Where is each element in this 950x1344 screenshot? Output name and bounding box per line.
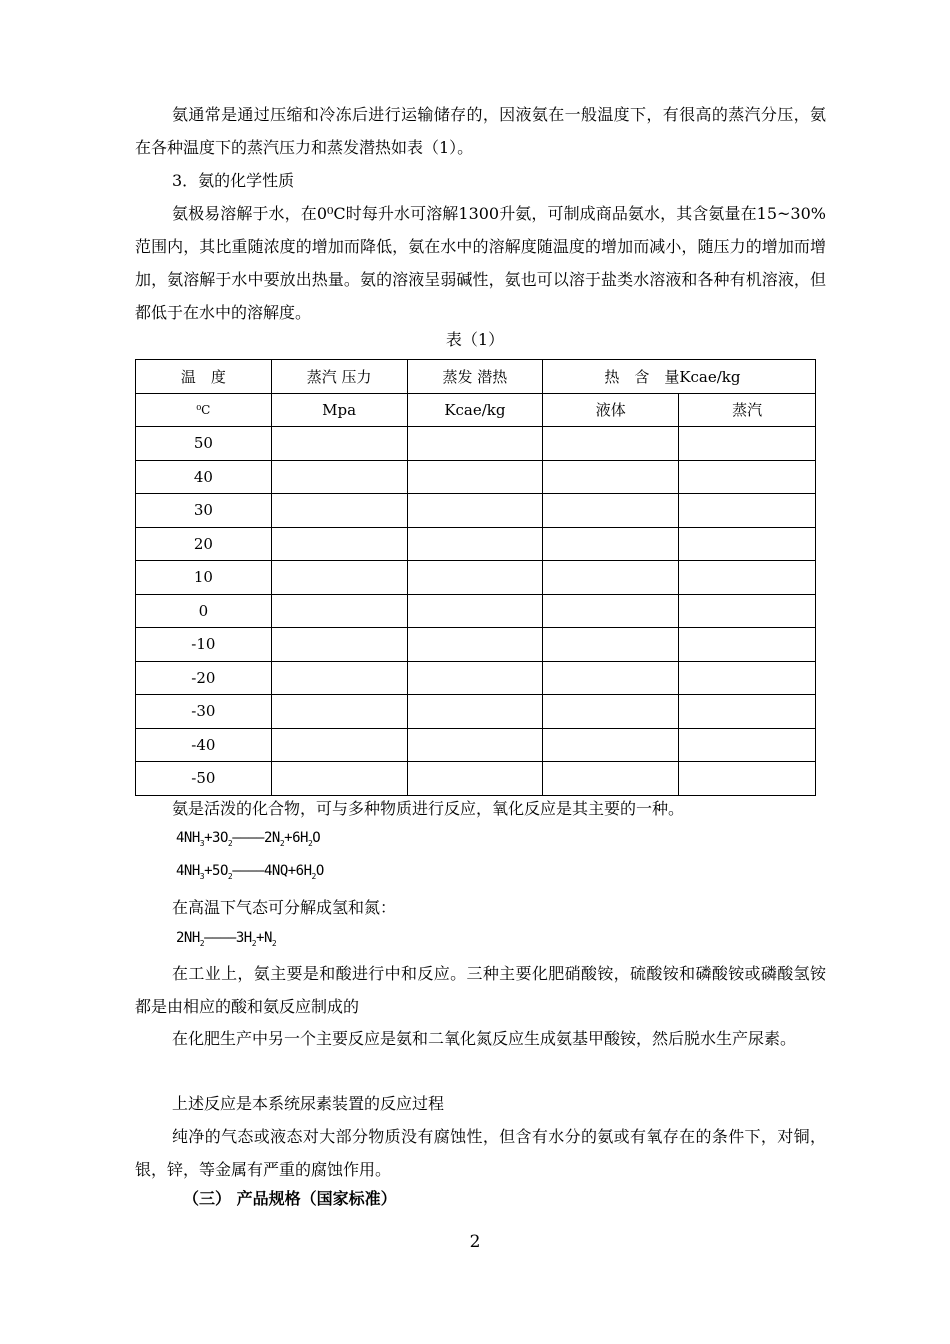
table-row <box>136 695 816 729</box>
section-heading-chemical-properties: 3．氨的化学性质 <box>172 171 295 190</box>
temperature-cell: 20 <box>136 527 272 561</box>
table-row <box>136 661 816 695</box>
header-latent-heat: 蒸发 潜热 <box>407 360 543 394</box>
table-row <box>136 527 816 561</box>
unit-celsius: ⁰C <box>136 393 272 427</box>
table-row <box>136 728 816 762</box>
table-row <box>136 427 816 461</box>
header-vapor-pressure: 蒸汽 压力 <box>271 360 407 394</box>
header-enthalpy: 热 含 量Kcae/kg <box>543 360 816 394</box>
unit-kcal: Kcae/kg <box>407 393 543 427</box>
temperature-cell: 0 <box>136 594 272 628</box>
temperature-cell: 50 <box>136 427 272 461</box>
table-caption: 表（1） <box>445 330 505 349</box>
table-header-row <box>136 360 816 394</box>
paragraph-corrosion: 纯净的气态或液态对大部分物质没有腐蚀性，但含有水分的氨或有氧存在的条件下，对铜，银，锌，等金属有严重的腐蚀作用。 <box>135 1127 826 1179</box>
temperature-cell: -40 <box>136 728 272 762</box>
paragraph-solubility: 氨极易溶解于水，在0⁰C时每升水可溶解1300升氨，可制成商品氨水，其含氨量在15~30%范围内，其比重随浓度的增加而降低，氨在水中的溶解度随温度的增加而减小，随压力的增加而增加，氨溶解于水中要放出热量。氨的溶液呈弱碱性，氨也可以溶于盐类水溶液和各种有机溶液，但都低于在水中的溶解度。 <box>135 204 826 322</box>
paragraph-neutralization: 在工业上，氨主要是和酸进行中和反应。三种主要化肥硝酸铵，硫酸铵和磷酸铵或磷酸氢铵都是由相应的酸和氨反应制成的 <box>135 964 826 1016</box>
table-row <box>136 494 816 528</box>
table-row <box>136 762 816 796</box>
table-row <box>136 561 816 595</box>
table-row <box>136 460 816 494</box>
equation-oxidation-2: $4NH_3+5O_2————4NQ+6H_2O$ <box>176 863 324 881</box>
temperature-cell: 10 <box>136 561 272 595</box>
page-number: 2 <box>469 1232 481 1252</box>
table-row <box>136 594 816 628</box>
unit-vapor: 蒸汽 <box>679 393 816 427</box>
unit-mpa: Mpa <box>271 393 407 427</box>
equation-decomposition: $2NH_2————3H_2+N_2$ <box>176 930 277 948</box>
section-heading-product-spec: （三） 产品规格（国家标准） <box>183 1189 397 1208</box>
temperature-cell: 40 <box>136 460 272 494</box>
temperature-cell: -20 <box>136 661 272 695</box>
table-row <box>136 628 816 662</box>
paragraph-reactivity: 氨是活泼的化合物，可与多种物质进行反应，氧化反应是其主要的一种。 <box>172 799 685 818</box>
table-units-row <box>136 393 816 427</box>
header-temperature: 温 度 <box>136 360 272 394</box>
paragraph-urea: 在化肥生产中另一个主要反应是氨和二氧化氮反应生成氨基甲酸铵，然后脱水生产尿素。 <box>172 1029 797 1048</box>
unit-liquid: 液体 <box>543 393 679 427</box>
paragraph-process: 上述反应是本系统尿素装置的反应过程 <box>172 1094 445 1113</box>
temperature-cell: 30 <box>136 494 272 528</box>
temperature-cell: -50 <box>136 762 272 796</box>
equation-oxidation-1: $4NH_3+3O_2————2N_2+6H_2O$ <box>176 830 321 848</box>
temperature-cell: -10 <box>136 628 272 662</box>
paragraph-decomposition: 在高温下气态可分解成氢和氮： <box>172 898 397 917</box>
ammonia-properties-table <box>135 359 816 796</box>
temperature-cell: -30 <box>136 695 272 729</box>
paragraph-storage: 氨通常是通过压缩和冷冻后进行运输储存的，因液氨在一般温度下，有很高的蒸汽分压，氨在各种温度下的蒸汽压力和蒸发潜热如表（1）。 <box>135 105 826 157</box>
